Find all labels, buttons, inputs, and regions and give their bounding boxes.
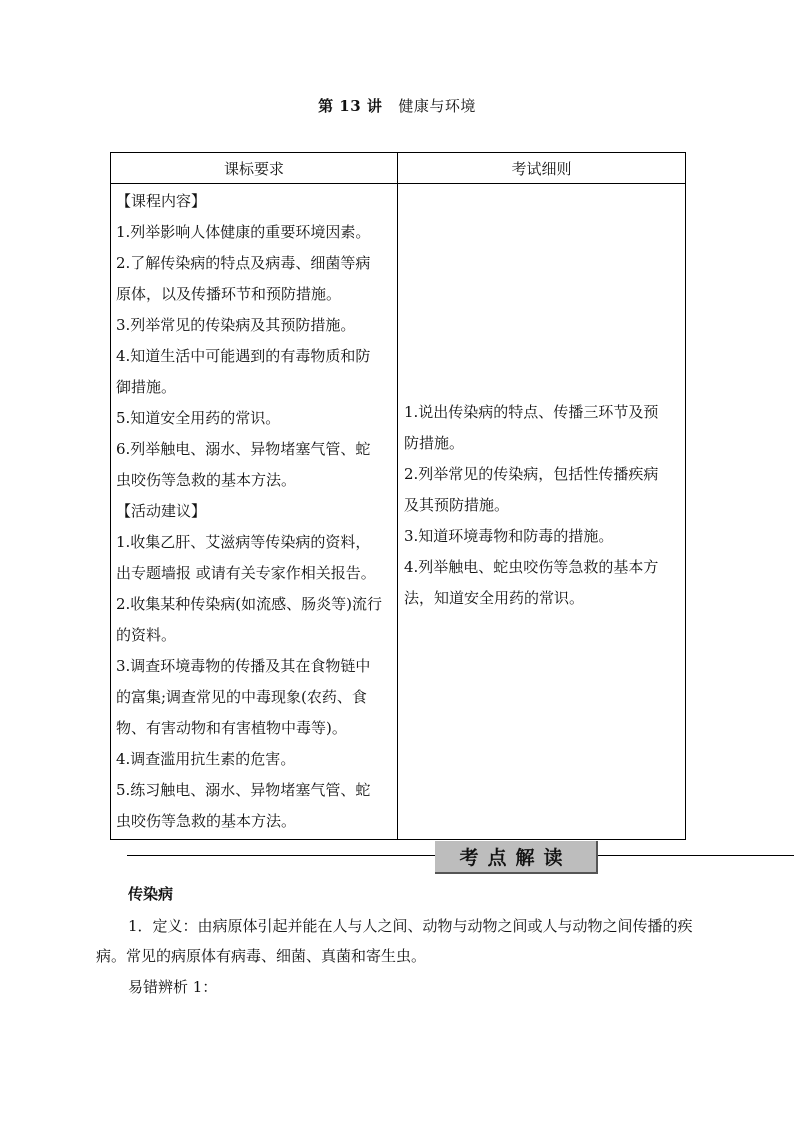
table-header-row <box>111 153 686 184</box>
curriculum-line: 5.练习触电、溺水、异物堵塞气管、蛇 <box>116 781 371 799</box>
exam-line: 及其预防措施。 <box>404 496 510 514</box>
curriculum-line: 【活动建议】 <box>116 502 207 520</box>
banner-rule-right <box>598 855 794 856</box>
curriculum-line: 【课程内容】 <box>116 192 207 210</box>
curriculum-line: 出专题墙报 或请有关专家作相关报告。 <box>116 564 376 582</box>
exam-line: 3.知道环境毒物和防毒的措施。 <box>404 527 614 545</box>
curriculum-line: 1.列举影响人体健康的重要环境因素。 <box>116 223 371 241</box>
curriculum-line: 虫咬伤等急救的基本方法。 <box>116 812 297 830</box>
curriculum-line: 3.列举常见的传染病及其预防措施。 <box>116 316 356 334</box>
section-heading: 传染病 <box>128 885 174 903</box>
header-curriculum-requirements: 课标要求 <box>111 153 398 184</box>
lecture-number: 第 13 讲 <box>318 97 383 115</box>
curriculum-line: 的富集;调查常见的中毒现象(农药、食 <box>116 688 367 706</box>
exam-line: 防措施。 <box>404 434 465 452</box>
curriculum-cell <box>111 184 398 840</box>
curriculum-line: 物、有害动物和有害植物中毒等)。 <box>116 719 347 737</box>
curriculum-line: 2.收集某种传染病(如流感、肠炎等)流行 <box>116 595 383 613</box>
curriculum-line: 4.知道生活中可能遇到的有毒物质和防 <box>116 347 371 365</box>
curriculum-line: 1.收集乙肝、艾滋病等传染病的资料， <box>116 533 371 551</box>
banner-rule-left <box>127 855 435 856</box>
definition-text: 1．定义：由病原体引起并能在人与人之间、动物与动物之间或人与动物之间传播的疾病。常见的病原体有病毒、细菌、真菌和寄生虫。 <box>96 917 693 965</box>
error-analysis-label: 易错辨析 1： <box>128 978 218 996</box>
exam-line: 法，知道安全用药的常识。 <box>404 589 585 607</box>
table-body-row <box>111 184 686 840</box>
curriculum-line: 6.列举触电、溺水、异物堵塞气管、蛇 <box>116 440 371 458</box>
key-points-banner: 考点解读 <box>435 841 598 874</box>
page-title <box>0 95 794 116</box>
header-exam-details: 考试细则 <box>398 153 686 184</box>
curriculum-line: 3.调查环境毒物的传播及其在食物链中 <box>116 657 371 675</box>
lecture-topic: 健康与环境 <box>398 97 476 115</box>
definition-paragraph <box>96 911 716 971</box>
curriculum-line: 的资料。 <box>116 626 177 644</box>
curriculum-line: 御措施。 <box>116 378 177 396</box>
curriculum-line: 4.调查滥用抗生素的危害。 <box>116 750 296 768</box>
curriculum-line: 2.了解传染病的特点及病毒、细菌等病 <box>116 254 371 272</box>
exam-line: 4.列举触电、蛇虫咬伤等急救的基本方 <box>404 558 659 576</box>
exam-cell <box>398 184 686 840</box>
curriculum-line: 原体，以及传播环节和预防措施。 <box>116 285 342 303</box>
curriculum-table <box>110 152 686 840</box>
exam-line: 1.说出传染病的特点、传播三环节及预 <box>404 403 659 421</box>
curriculum-line: 虫咬伤等急救的基本方法。 <box>116 471 297 489</box>
exam-lines <box>404 397 681 614</box>
curriculum-lines <box>111 184 397 839</box>
curriculum-line: 5.知道安全用药的常识。 <box>116 409 281 427</box>
exam-line: 2.列举常见的传染病，包括性传播疾病 <box>404 465 659 483</box>
